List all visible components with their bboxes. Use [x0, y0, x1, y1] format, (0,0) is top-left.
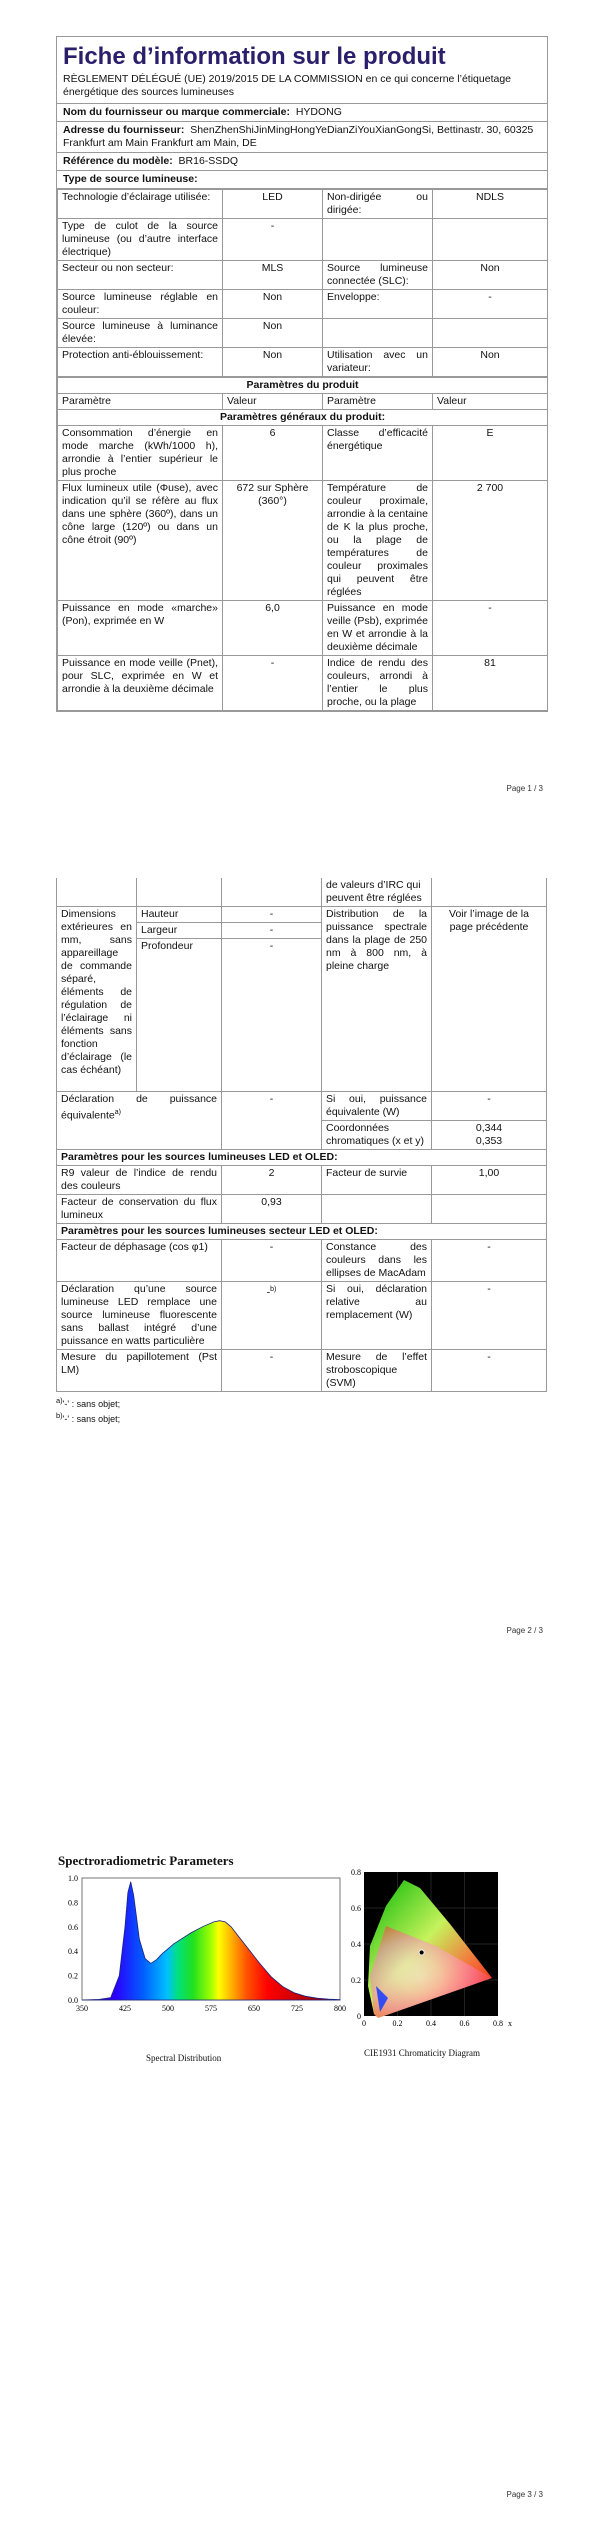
type-value2-1 — [433, 219, 548, 261]
spectrum-area — [82, 1882, 340, 2000]
y-tick-label: 0.4 — [68, 1947, 78, 1957]
params-table-cont — [56, 878, 547, 1392]
dim-label-0: Hauteur — [137, 907, 222, 923]
product-info-sheet-p1 — [56, 36, 548, 712]
col-value-2: Valeur — [433, 394, 548, 410]
general-section-heading: Paramètres généraux du produit: — [58, 410, 548, 426]
y-tick-label: 0.0 — [68, 1996, 78, 2005]
general-value2-0: E — [433, 426, 548, 481]
dim-label-1: Largeur — [137, 923, 222, 939]
cri-continuation: de valeurs d’IRC qui peuvent être réglées — [322, 878, 432, 907]
type-label-2: Secteur ou non secteur: — [58, 261, 223, 290]
cie-caption: CIE1931 Chromaticity Diagram — [364, 2048, 480, 2058]
address-row — [57, 122, 547, 153]
mains-value2-1: - — [432, 1282, 547, 1350]
type-value-0: LED — [223, 190, 323, 219]
address-value: ShenZhenShiJinMingHongYeDianZiYouXianGongSi, Bettinastr. 30, 60325 Frankfurt am Main Frankfurt am Main, DE — [63, 124, 534, 149]
cie-y-tick: 0.6 — [351, 1904, 361, 1913]
type-label2-0: Non-dirigée ou dirigée: — [323, 190, 433, 219]
page-footer-3: Page 3 / 3 — [506, 2490, 543, 2499]
cie-x-tick: 0 — [362, 2019, 366, 2028]
page-1 — [0, 0, 595, 820]
led-label2-0: Facteur de survie — [322, 1166, 432, 1195]
y-tick-label: 0.6 — [68, 1922, 78, 1932]
coords-x: 0,344 — [475, 1122, 503, 1134]
general-value-0: 6 — [223, 426, 323, 481]
cie-y-tick: 0.8 — [351, 1868, 361, 1877]
general-label-3: Puissance en mode veille (Pnet), pour SLC, exprimée en W et arrondie à la deuxième décimale — [58, 656, 223, 711]
x-tick-label: 350 — [76, 2004, 88, 2013]
spectral-value: Voir l’image de la page précédente — [432, 907, 547, 1092]
led-value-0: 2 — [222, 1166, 322, 1195]
y-tick-label: 0.8 — [68, 1898, 78, 1908]
page-2 — [0, 870, 595, 1670]
spectro-title: Spectroradiometric Parameters — [58, 1853, 234, 1868]
dim-value-0: - — [222, 907, 322, 923]
led-value2-0: 1,00 — [432, 1166, 547, 1195]
led-section-heading: Paramètres pour les sources lumineuses LED et OLED: — [57, 1150, 547, 1166]
coords-y: 0,353 — [475, 1135, 503, 1147]
params-section-heading: Paramètres du produit — [58, 378, 548, 394]
coords-values — [432, 1121, 547, 1150]
type-label-0: Technologie d’éclairage utilisée: — [58, 190, 223, 219]
product-info-sheet-p2 — [56, 878, 546, 1425]
type-label2-4 — [323, 319, 433, 348]
equiv-value: - — [222, 1092, 322, 1150]
type-value-3: Non — [223, 290, 323, 319]
type-value2-2: Non — [433, 261, 548, 290]
dim-value-1: - — [222, 923, 322, 939]
general-label-0: Consommation d’énergie en mode marche (kWh/1000 h), arrondie à l’entier supérieur le plus proche — [58, 426, 223, 481]
general-value-3: - — [223, 656, 323, 711]
equiv-sup: a) — [114, 1109, 121, 1116]
mains-value-0: - — [222, 1240, 322, 1282]
col-value-1: Valeur — [223, 394, 323, 410]
type-value2-0: NDLS — [433, 190, 548, 219]
equiv-yes-value: - — [432, 1092, 547, 1121]
page-footer-2: Page 2 / 3 — [506, 1626, 543, 1635]
dim-label-2: Profondeur — [137, 939, 222, 1092]
general-value-2: 6,0 — [223, 601, 323, 656]
mains-label-0: Facteur de déphasage (cos φ1) — [57, 1240, 222, 1282]
model-row — [57, 153, 547, 171]
y-tick-label: 1.0 — [68, 1874, 78, 1883]
spectral-label: Distribution de la puissance spectrale dans la plage de 250 nm à 800 nm, à pleine charge — [322, 907, 432, 1092]
type-label2-2: Source lumineuse connectée (SLC): — [323, 261, 433, 290]
type-table — [57, 189, 548, 377]
page-footer-1: Page 1 / 3 — [506, 784, 543, 793]
cie-chromaticity-diagram — [346, 1866, 516, 2044]
type-label2-5: Utilisation avec un variateur: — [323, 348, 433, 377]
general-value2-3: 81 — [433, 656, 548, 711]
mains-value2-2: - — [432, 1350, 547, 1392]
general-label-2: Puissance en mode «marche» (Pon), exprimée en W — [58, 601, 223, 656]
regulation-text: RÈGLEMENT DÉLÉGUÉ (UE) 2019/2015 DE LA COMMISSION en ce qui concerne l’étiquetage énergétique des sources lumineuses — [63, 73, 512, 98]
type-value2-3: - — [433, 290, 548, 319]
mains-label-2: Mesure du papillotement (Pst LM) — [57, 1350, 222, 1392]
x-tick-label: 650 — [248, 2004, 260, 2013]
general-label2-2: Puissance en mode veille (Psb), exprimée en W et arrondie à la deuxième décimale — [323, 601, 433, 656]
y-tick-label: 0.2 — [68, 1971, 78, 1981]
spectral-distribution-chart — [52, 1870, 352, 2022]
dim-value-2: - — [222, 939, 322, 1092]
general-label2-0: Classe d’efficacité énergétique — [323, 426, 433, 481]
dims-label: Dimensions extérieures en mm, sans appareillage de commande séparé, éléments de régulation de l’éclairage ni éléments sans fonction d’éclairage (le cas échéant) — [57, 907, 137, 1092]
x-tick-label: 800 — [334, 2004, 346, 2013]
supplier-row — [57, 103, 547, 122]
cie-x-tick: 0.8 — [493, 2019, 503, 2028]
supplier-label: Nom du fournisseur ou marque commerciale: — [63, 106, 290, 118]
type-label-3: Source lumineuse réglable en couleur: — [58, 290, 223, 319]
chromaticity-point — [419, 1950, 424, 1955]
mains-label-1: Déclaration qu’une source lumineuse LED remplace une source lumineuse fluorescente sans ballast intégré d’une puissance en watts particulière — [57, 1282, 222, 1350]
cie-y-tick: 0.4 — [351, 1940, 361, 1949]
type-label-1: Type de culot de la source lumineuse (ou d’autre interface électrique) — [58, 219, 223, 261]
x-tick-label: 425 — [119, 2004, 131, 2013]
general-label2-1: Température de couleur proximale, arrondie à la centaine de K la plus proche, ou la plage de températures de couleur proximales qui peuvent être réglées — [323, 481, 433, 601]
cie-x-axis-label: x — [508, 2019, 512, 2028]
general-label2-3: Indice de rendu des couleurs, arrondi à l’entier le plus proche, ou la plage — [323, 656, 433, 711]
equiv-cell — [57, 1092, 222, 1150]
led-label-0: R9 valeur de l’indice de rendu des couleurs — [57, 1166, 222, 1195]
general-value2-2: - — [433, 601, 548, 656]
footnote-b: $^{b)}$'-' : sans objet; — [56, 1411, 121, 1424]
mains-value2-0: - — [432, 1240, 547, 1282]
general-label-1: Flux lumineux utile (Φuse), avec indication qu’il se réfère au flux dans une sphère (360º), dans un cône large (120º) ou dans un cône étroit (90º) — [58, 481, 223, 601]
footnotes — [56, 1395, 546, 1425]
col-param-2: Paramètre — [323, 394, 433, 410]
mains-label2-2: Mesure de l’effet stroboscopique (SVM) — [322, 1350, 432, 1392]
model-label: Référence du modèle: — [63, 155, 173, 167]
type-value2-4 — [433, 319, 548, 348]
cie-x-tick: 0.2 — [392, 2019, 403, 2028]
x-tick-label: 725 — [291, 2004, 303, 2013]
type-value-4: Non — [223, 319, 323, 348]
spectrum-caption: Spectral Distribution — [146, 2053, 222, 2063]
led-label2-1 — [322, 1195, 432, 1224]
general-value2-1: 2 700 — [433, 481, 548, 601]
cie-x-tick: 0.4 — [426, 2019, 436, 2028]
mains-label2-0: Constance des couleurs dans les ellipses de MacAdam — [322, 1240, 432, 1282]
led-value2-1 — [432, 1195, 547, 1224]
cie-y-tick: 0 — [357, 2012, 361, 2021]
type-value-2: MLS — [223, 261, 323, 290]
type-value2-5: Non — [433, 348, 548, 377]
model-value: BR16-SSDQ — [178, 155, 239, 167]
col-param-1: Paramètre — [58, 394, 223, 410]
mains-section-heading: Paramètres pour les sources lumineuses secteur LED et OLED: — [57, 1224, 547, 1240]
equiv-yes-label: Si oui, puissance équivalente (W) — [322, 1092, 432, 1121]
general-value-1: 672 sur Sphère (360°) — [223, 481, 323, 601]
type-label2-3: Enveloppe: — [323, 290, 433, 319]
equiv-label: Déclaration de puissance équivalente — [61, 1093, 217, 1122]
cie-x-tick: 0.6 — [459, 2019, 470, 2028]
mains-value-1: -$^{b)}$ — [222, 1282, 322, 1350]
x-tick-label: 575 — [205, 2004, 217, 2013]
type-label2-1 — [323, 219, 433, 261]
led-label-1: Facteur de conservation du flux lumineux — [57, 1195, 222, 1224]
x-tick-label: 500 — [162, 2004, 174, 2013]
led-value-1: 0,93 — [222, 1195, 322, 1224]
coords-label: Coordonnées chromatiques (x et y) — [322, 1121, 432, 1150]
mains-value-2: - — [222, 1350, 322, 1392]
type-label-5: Protection anti-éblouissement: — [58, 348, 223, 377]
supplier-value: HYDONG — [295, 106, 342, 118]
type-section-heading: Type de source lumineuse: — [57, 171, 547, 189]
address-label: Adresse du fournisseur: — [63, 124, 185, 136]
mains-label2-1: Si oui, déclaration relative au remplacement (W) — [322, 1282, 432, 1350]
footnote-a: $^{a)}$'-' : sans objet; — [56, 1396, 121, 1409]
params-table — [57, 377, 548, 711]
type-value-5: Non — [223, 348, 323, 377]
cie-y-tick: 0.2 — [351, 1976, 361, 1985]
doc-title: Fiche d’information sur le produit — [63, 43, 446, 70]
type-value-1: - — [223, 219, 323, 261]
type-label-4: Source lumineuse à luminance élevée: — [58, 319, 223, 348]
